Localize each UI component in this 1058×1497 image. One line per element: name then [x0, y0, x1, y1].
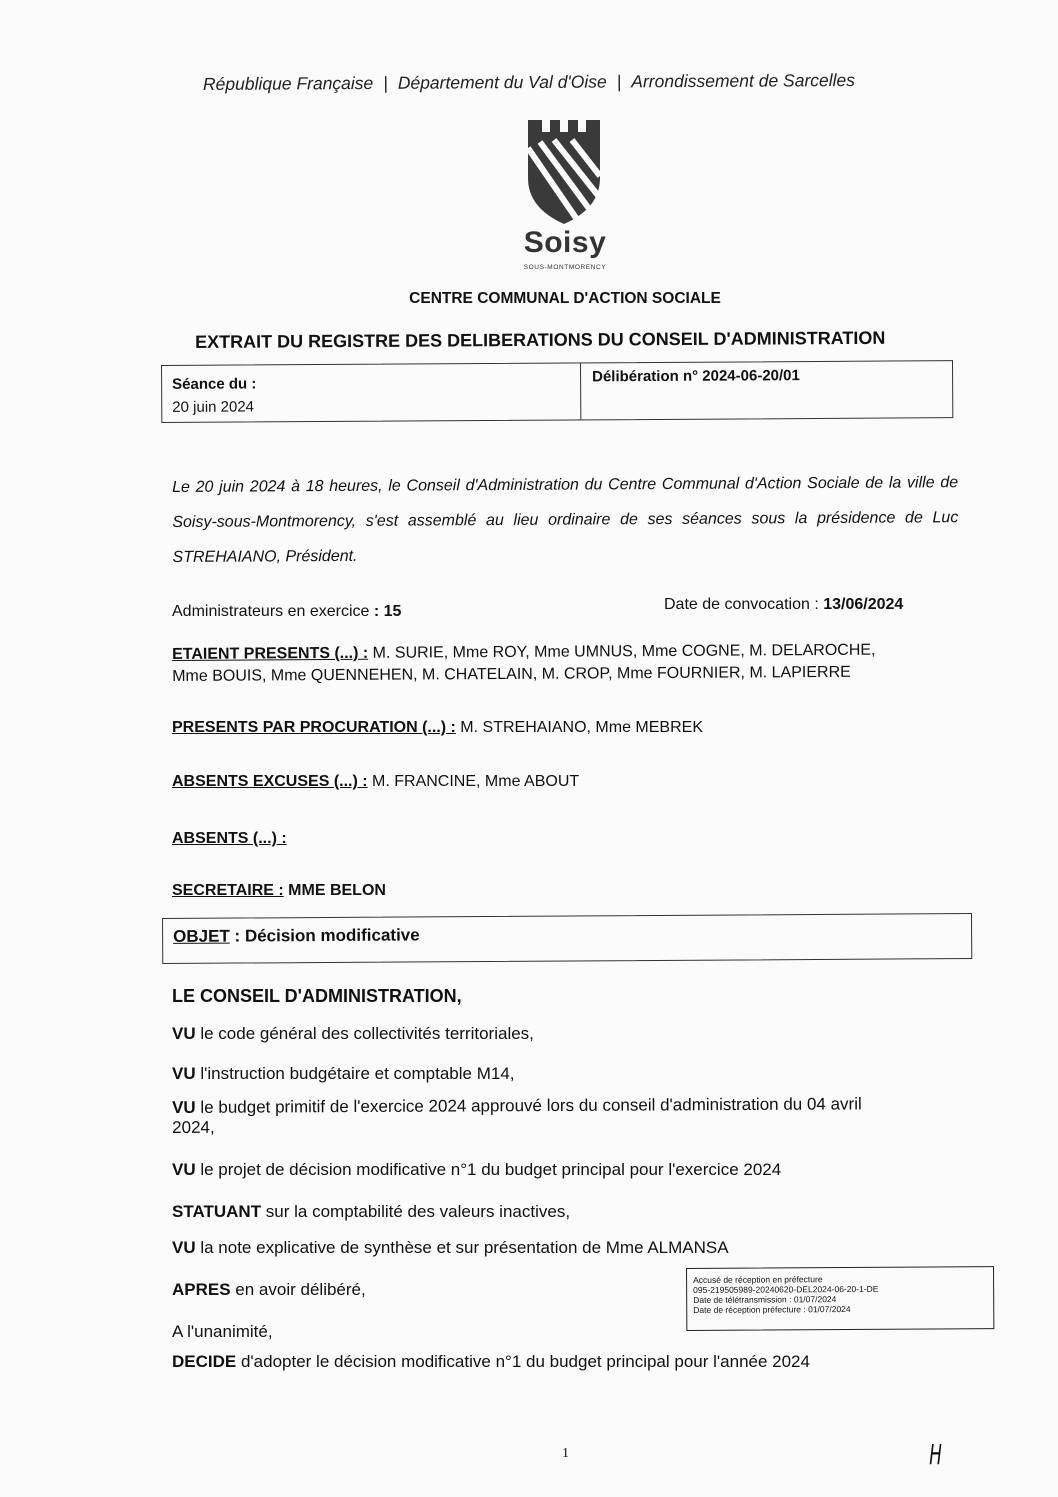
absents-label: ABSENTS (...) : — [172, 830, 287, 847]
seance-divider — [580, 363, 581, 419]
objet-label: OBJET — [173, 926, 230, 946]
tower-crest-icon — [524, 118, 604, 226]
procuration-line — [172, 719, 703, 737]
secretaire-line — [172, 882, 386, 900]
prefecture-stamp — [686, 1266, 994, 1331]
considerant-text: le budget primitif de l'exercice 2024 approuvé lors du conseil d'administration du 04 avril — [195, 1094, 862, 1117]
excuses-value: M. FRANCINE, Mme ABOUT — [367, 773, 580, 790]
extrait-title: EXTRAIT DU REGISTRE DES DELIBERATIONS DU CONSEIL D'ADMINISTRATION — [195, 327, 886, 352]
considerant-keyword: VU — [172, 1097, 196, 1117]
considerant-6 — [172, 1238, 729, 1258]
header-line — [0, 69, 1058, 96]
considerant-keyword: VU — [172, 1064, 196, 1083]
considerant-5 — [172, 1202, 570, 1222]
considerant-7 — [172, 1280, 366, 1300]
intro-paragraph: Le 20 juin 2024 à 18 heures, le Conseil d'Administration du Centre Communal d'Action Sociale de la ville de Soisy-sous-Montmorency, s'est assemblé au lieu ordinaire de ses séances sous la présidence de Luc STREHAIANO, Président. — [172, 474, 959, 566]
page-number: 1 — [562, 1446, 569, 1461]
header-republique: République Française — [202, 72, 374, 94]
secretaire-label: SECRETAIRE : — [172, 882, 284, 899]
seance-box — [161, 360, 953, 423]
considerant-text: le code général des collectivités territoriales, — [195, 1024, 534, 1043]
considerant-text: en avoir délibéré, — [230, 1280, 366, 1299]
considerant-text: la note explicative de synthèse et sur présentation de Mme ALMANSA — [195, 1238, 729, 1257]
objet-box — [162, 913, 972, 964]
considerant-text: l'instruction budgétaire et comptable M14, — [195, 1064, 515, 1083]
considerant-text-cont: 2024, — [172, 1117, 215, 1137]
considerant-4 — [172, 1160, 781, 1180]
stamp-line-3: Date de télétransmission : 01/07/2024 — [693, 1294, 837, 1305]
administrateurs-value: 15 — [383, 603, 402, 620]
considerant-keyword: APRES — [172, 1280, 231, 1299]
header-arrondissement: Arrondissement de Sarcelles — [631, 70, 856, 92]
procuration-value: M. STREHAIANO, Mme MEBREK — [455, 719, 703, 736]
header-separator: | — [616, 71, 622, 92]
objet-sep: : — [229, 926, 245, 946]
convocation-value: 13/06/2024 — [823, 596, 904, 613]
stamp-line-2: 095-219505989-20240620-DEL2024-06-20-1-DE — [693, 1283, 879, 1295]
conseil-title: LE CONSEIL D'ADMINISTRATION, — [172, 986, 462, 1006]
presents-block — [172, 642, 876, 686]
considerant-keyword: VU — [172, 1160, 196, 1179]
header-departement: Département du Val d'Oise — [397, 71, 607, 93]
decide-keyword: DECIDE — [172, 1352, 237, 1371]
procuration-label: PRESENTS PAR PROCURATION (...) : — [172, 719, 456, 736]
presents-label: ETAIENT PRESENTS (...) : — [172, 644, 369, 663]
logo-word: Soisy — [523, 226, 607, 259]
considerant-1 — [172, 1024, 534, 1044]
considerant-keyword: STATUANT — [172, 1202, 262, 1221]
handwritten-initials: H — [929, 1438, 942, 1471]
excuses-label: ABSENTS EXCUSES (...) : — [172, 773, 368, 790]
stamp-line-4: Date de réception préfecture : 01/07/2024 — [693, 1303, 851, 1315]
excuses-line — [172, 773, 579, 791]
logo-subtitle: SOUS-MONTMORENCY — [523, 264, 607, 271]
ccas-title: CENTRE COMMUNAL D'ACTION SOCIALE — [409, 290, 721, 307]
stamp-line-1: Accusé de réception en préfecture — [693, 1274, 823, 1285]
considerant-text: le projet de décision modificative n°1 du budget principal pour l'exercice 2024 — [195, 1160, 782, 1179]
presents-line2: Mme BOUIS, Mme QUENNEHEN, M. CHATELAIN, M. CROP, Mme FOURNIER, M. LAPIERRE — [172, 663, 851, 685]
secretaire-value: MME BELON — [283, 882, 386, 899]
seance-label: Séance du : — [172, 375, 257, 393]
considerant-3 — [172, 1094, 862, 1138]
convocation-line — [664, 596, 903, 614]
considerant-text: sur la comptabilité des valeurs inactives, — [261, 1202, 571, 1221]
considerant-2 — [172, 1064, 515, 1084]
administrateurs-sep: : — [369, 603, 384, 620]
deliberation-number: Délibération n° 2024-06-20/01 — [592, 367, 800, 386]
decide-line — [172, 1352, 810, 1372]
seance-date: 20 juin 2024 — [172, 398, 255, 416]
considerant-keyword: VU — [172, 1024, 196, 1043]
header-separator: | — [383, 72, 388, 93]
objet-value: Décision modificative — [244, 925, 420, 946]
administrateurs-line — [172, 603, 401, 621]
convocation-label: Date de convocation : — [664, 596, 824, 613]
unanimite: A l'unanimité, — [172, 1322, 273, 1341]
absents-line — [172, 830, 287, 848]
presents-line1: M. SURIE, Mme ROY, Mme UMNUS, Mme COGNE, M. DELAROCHE, — [368, 641, 876, 662]
administrateurs-label: Administrateurs en exercice — [172, 603, 370, 620]
decide-text: d'adopter le décision modificative n°1 du budget principal pour l'année 2024 — [236, 1352, 810, 1371]
considerant-keyword: VU — [172, 1238, 196, 1257]
